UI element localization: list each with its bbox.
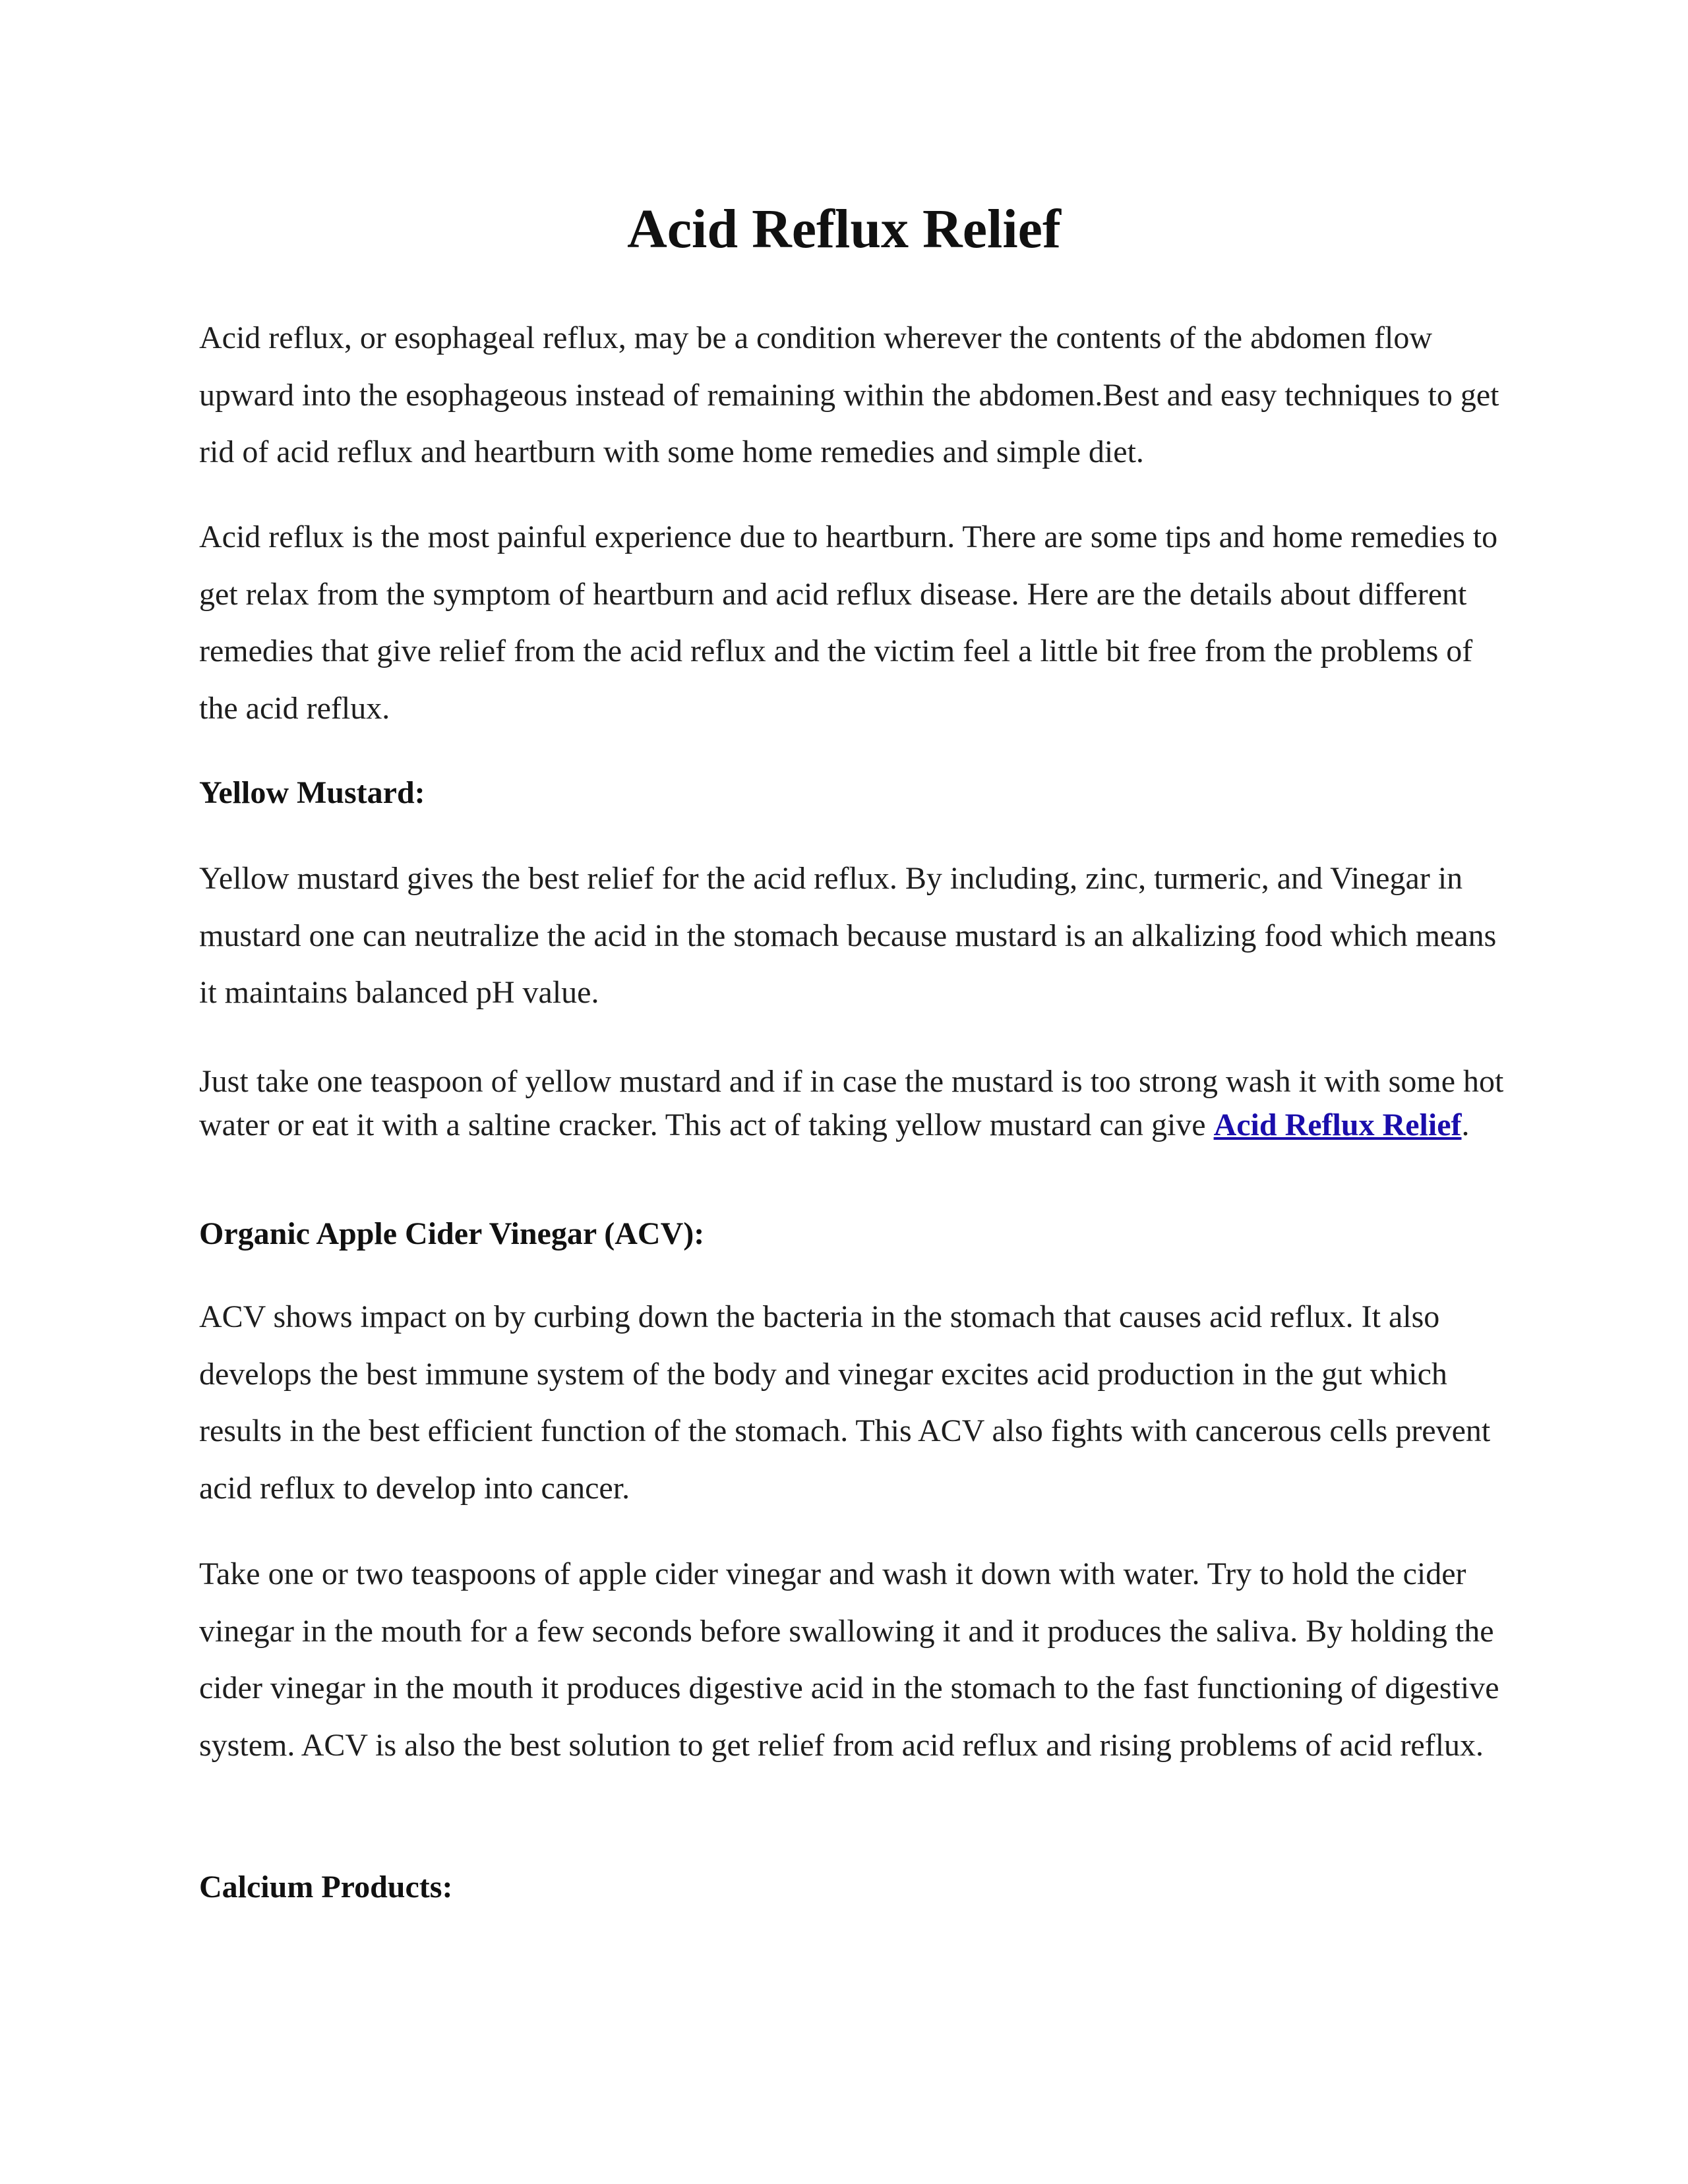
section-heading-yellow-mustard: Yellow Mustard: — [199, 775, 425, 810]
section-heading-calcium-products: Calcium Products: — [199, 1870, 453, 1904]
page-title: Acid Reflux Relief — [627, 198, 1061, 260]
yellow-mustard-paragraph-1: Yellow mustard gives the best relief for the acid reflux. By including, zinc, turmeric, and Vinegar in mustard one can neutralize the acid in the stomach because mustard is an alkalizing food which means it maintains balanced pH value. — [199, 861, 1497, 1010]
yellow-mustard-paragraph-2 — [199, 1060, 1505, 1147]
intro-paragraph-2: Acid reflux is the most painful experience due to heartburn. There are some tips and home remedies to get relax from the symptom of heartburn and acid reflux disease. Here are the details about different remedies that give relief from the acid reflux and the victim feel a little bit free from the problems of the acid reflux. — [199, 519, 1498, 726]
acid-reflux-relief-link[interactable]: Acid Reflux Relief — [1213, 1107, 1462, 1142]
yellow-mustard-paragraph-2-text: Just take one teaspoon of yellow mustard and if in case the mustard is too strong wash it with some hot water or eat it with a saltine cracker. This act of taking yellow mustard can give — [199, 1064, 1504, 1142]
yellow-mustard-paragraph-2-end: . — [1461, 1107, 1470, 1142]
acv-paragraph-1: ACV shows impact on by curbing down the bacteria in the stomach that causes acid reflux. It also develops the best immune system of the body and vinegar excites acid production in the gut which results in the best efficient function of the stomach. This ACV also fights with cancerous cells prevent acid reflux to develop into cancer. — [199, 1299, 1491, 1506]
section-heading-apple-cider-vinegar: Organic Apple Cider Vinegar (ACV): — [199, 1216, 705, 1251]
acv-paragraph-2: Take one or two teaspoons of apple cider vinegar and wash it down with water. Try to hold the cider vinegar in the mouth for a few seconds before swallowing it and it produces the saliva. By holding the cider vinegar in the mouth it produces digestive acid in the stomach to the fast functioning of digestive system. ACV is also the best solution to get relief from acid reflux and rising problems of acid reflux. — [199, 1556, 1499, 1763]
intro-paragraph-1: Acid reflux, or esophageal reflux, may be a condition wherever the contents of the abdomen flow upward into the esophageous instead of remaining within the abdomen.Best and easy techniques to get rid of acid reflux and heartburn with some home remedies and simple diet. — [199, 320, 1499, 469]
